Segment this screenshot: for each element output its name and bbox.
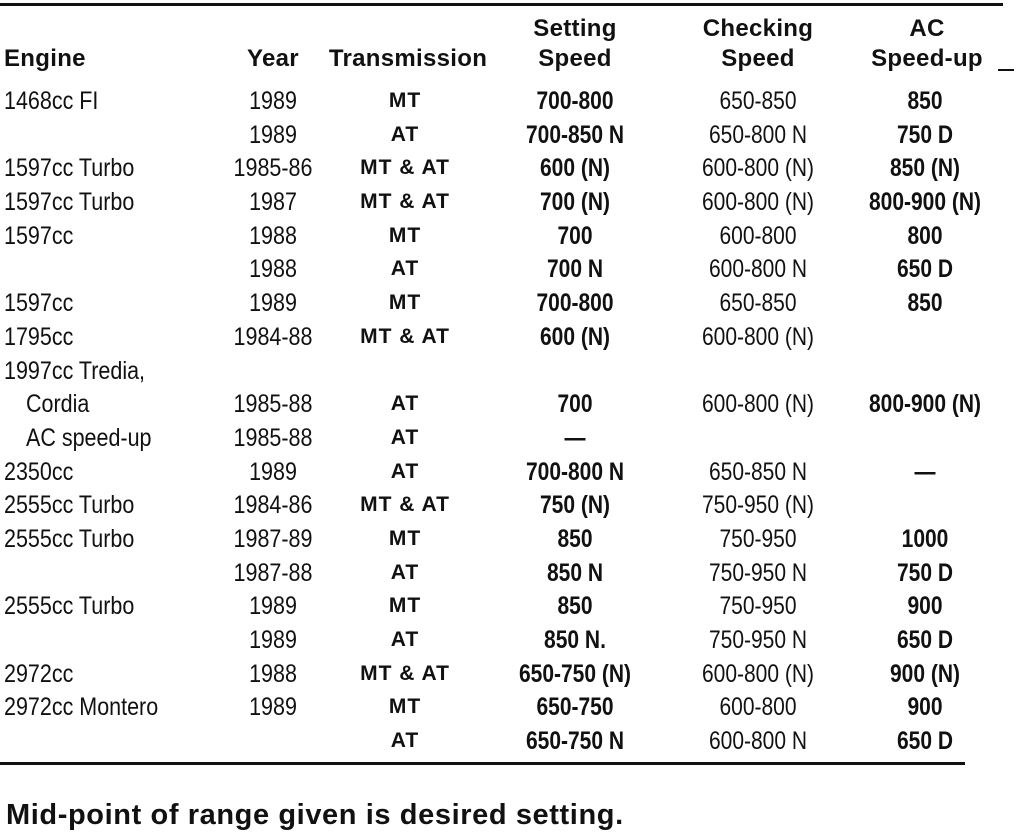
year-cell: 1989 <box>249 87 297 115</box>
footnote: Mid-point of range given is desired setting. <box>6 799 624 831</box>
year-cell: 1988 <box>249 659 297 688</box>
ac-speed-up-cell: 750 D <box>896 558 954 587</box>
ac-speed-up-cell: 900 (N) <box>889 659 961 688</box>
setting-speed-cell: 650-750 <box>536 693 614 722</box>
checking-speed-cell: 750-950 <box>719 592 797 621</box>
table-top-rule <box>0 3 1003 6</box>
engine-cell: Cordia <box>26 390 90 419</box>
year-cell: 1989 <box>249 626 297 654</box>
table-row <box>0 354 1024 388</box>
transmission-cell: AT <box>390 392 420 416</box>
table-row <box>0 219 1024 253</box>
setting-speed-cell: 700-800 <box>536 87 614 115</box>
table-row <box>0 286 1024 320</box>
engine-cell: 2972cc <box>4 659 74 688</box>
year-cell <box>226 724 321 758</box>
checking-speed-cell: 600-800 (N) <box>701 659 815 688</box>
year-cell: 1988 <box>249 255 297 284</box>
year-cell: 1987-88 <box>233 558 313 587</box>
table-row <box>0 185 1024 219</box>
transmission-cell: MT <box>388 594 422 618</box>
ac-speed-up-cell: 650 D <box>896 255 954 284</box>
checking-speed-cell: 650-850 N <box>708 457 808 486</box>
year-cell: 1985-88 <box>233 423 313 452</box>
ac-speed-up-cell: 750 D <box>896 120 954 149</box>
header-transmission <box>318 8 498 74</box>
transmission-cell <box>330 354 480 388</box>
table-row <box>0 455 1024 489</box>
transmission-cell: MT <box>388 223 422 247</box>
setting-speed-cell: 850 <box>557 592 593 621</box>
header-year <box>228 8 318 74</box>
ac-speed-up-cell: 800-900 (N) <box>868 390 982 419</box>
engine-cell <box>4 118 185 152</box>
engine-cell: 2555cc Turbo <box>4 524 135 553</box>
checking-speed-cell: 750-950 (N) <box>701 491 815 520</box>
setting-speed-cell: 850 N. <box>544 626 606 654</box>
ac-speed-up-cell: — <box>914 457 936 486</box>
table-row <box>0 657 1024 691</box>
table-row <box>0 118 1024 152</box>
setting-speed-cell: 850 <box>557 524 593 553</box>
transmission-cell: AT <box>390 729 420 753</box>
setting-speed-cell: 700 (N) <box>539 188 611 217</box>
checking-speed-cell: 600-800 (N) <box>701 322 815 351</box>
header-checking-speed-line-2: Speed <box>721 45 795 72</box>
table-row <box>0 690 1024 724</box>
engine-cell: 1597cc <box>4 289 74 318</box>
table-row <box>0 623 1024 657</box>
setting-speed-cell: — <box>564 423 586 452</box>
header-year-line-1: Year <box>247 45 299 72</box>
transmission-cell: AT <box>390 122 420 146</box>
header-setting-speed-line-2: Speed <box>538 45 612 72</box>
transmission-cell: AT <box>390 560 420 584</box>
year-cell: 1985-86 <box>233 154 313 183</box>
setting-speed-cell: 850 N <box>546 558 604 587</box>
year-cell <box>226 354 321 388</box>
engine-cell: 2350cc <box>4 457 74 486</box>
transmission-cell: MT & AT <box>360 493 450 517</box>
transmission-cell: AT <box>390 425 420 449</box>
engine-cell <box>4 556 185 590</box>
table-row <box>0 151 1024 185</box>
engine-cell: 1597cc <box>4 221 74 250</box>
transmission-cell: MT & AT <box>360 661 450 685</box>
ac-speed-up-cell: 1000 <box>901 524 949 553</box>
table-row <box>0 252 1024 286</box>
checking-speed-cell: 600-800 N <box>708 727 808 756</box>
ac-speed-up-cell: 900 <box>907 592 943 621</box>
year-cell: 1985-88 <box>233 390 313 419</box>
checking-speed-cell: 600-800 (N) <box>701 188 815 217</box>
ac-speed-up-cell <box>858 354 992 388</box>
ac-speed-up-cell <box>858 421 992 455</box>
setting-speed-cell: 600 (N) <box>539 322 611 351</box>
checking-speed-cell: 650-800 N <box>708 120 808 149</box>
ac-speed-up-cell <box>858 320 992 354</box>
header-setting-speed <box>500 8 650 74</box>
checking-speed-cell: 600-800 <box>719 693 797 722</box>
checking-speed-cell: 650-850 <box>719 289 797 318</box>
year-cell: 1989 <box>249 120 297 149</box>
transmission-cell: MT & AT <box>360 324 450 348</box>
table-row <box>0 488 1024 522</box>
ac-speed-up-cell: 900 <box>907 693 943 722</box>
table-bottom-rule <box>0 762 965 765</box>
checking-speed-cell: 600-800 (N) <box>701 390 815 419</box>
checking-speed-cell: 600-800 <box>719 221 797 250</box>
year-cell: 1989 <box>249 457 297 486</box>
year-cell: 1984-88 <box>233 322 313 351</box>
table-body <box>0 84 1024 758</box>
engine-cell <box>4 623 185 657</box>
transmission-cell: AT <box>390 459 420 483</box>
ac-speed-up-cell: 800-900 (N) <box>868 188 982 217</box>
engine-cell: 2972cc Montero <box>4 693 159 722</box>
header-ac-speed-up-line-1: AC <box>909 15 945 42</box>
checking-speed-cell: 750-950 N <box>708 626 808 654</box>
setting-speed-cell: 700 <box>557 390 593 419</box>
ac-speed-up-cell: 800 <box>907 221 943 250</box>
transmission-cell: MT <box>388 291 422 315</box>
table-row <box>0 84 1024 118</box>
ac-speed-up-cell: 850 <box>907 87 943 115</box>
checking-speed-cell: 750-950 N <box>708 558 808 587</box>
transmission-cell: MT & AT <box>360 156 450 180</box>
year-cell: 1989 <box>249 693 297 722</box>
setting-speed-cell: 750 (N) <box>539 491 611 520</box>
year-cell: 1984-86 <box>233 491 313 520</box>
engine-cell <box>4 724 185 758</box>
header-ac-speed-up-line-2: Speed-up <box>871 45 983 72</box>
header-checking-speed <box>672 8 844 74</box>
ac-speed-up-cell <box>858 488 992 522</box>
ac-speed-up-cell: 850 <box>907 289 943 318</box>
checking-speed-cell <box>682 354 833 388</box>
transmission-cell: MT <box>388 526 422 550</box>
setting-speed-cell: 700 N <box>546 255 604 284</box>
setting-speed-cell: 700-800 N <box>525 457 625 486</box>
table-row <box>0 724 1024 758</box>
engine-cell: 1597cc Turbo <box>4 188 135 217</box>
setting-speed-cell: 650-750 (N) <box>518 659 632 688</box>
setting-speed-cell: 600 (N) <box>539 154 611 183</box>
engine-cell: 1795cc <box>4 322 74 351</box>
setting-speed-cell: 700-800 <box>536 289 614 318</box>
ac-speed-up-cell: 850 (N) <box>889 154 961 183</box>
table-row <box>0 556 1024 590</box>
table-row <box>0 522 1024 556</box>
year-cell: 1987-89 <box>233 524 313 553</box>
header-engine <box>4 8 204 74</box>
year-cell: 1987 <box>249 188 297 217</box>
setting-speed-cell: 700 <box>557 221 593 250</box>
year-cell: 1989 <box>249 592 297 621</box>
checking-speed-cell: 600-800 (N) <box>701 154 815 183</box>
setting-speed-cell: 700-850 N <box>525 120 625 149</box>
header-transmission-line-1: Transmission <box>328 45 488 72</box>
transmission-cell: MT & AT <box>360 190 450 214</box>
header-ac-speed-up <box>852 8 1002 74</box>
table-row <box>0 589 1024 623</box>
header-checking-speed-line-1: Checking <box>702 15 814 42</box>
transmission-cell: MT <box>388 89 422 112</box>
year-cell: 1989 <box>249 289 297 318</box>
checking-speed-cell <box>682 421 833 455</box>
transmission-cell: MT <box>388 695 422 719</box>
checking-speed-cell: 650-850 <box>719 87 797 115</box>
ac-speed-up-cell: 650 D <box>896 626 954 654</box>
checking-speed-cell: 750-950 <box>719 524 797 553</box>
setting-speed-cell: 650-750 N <box>525 727 625 756</box>
transmission-cell: AT <box>390 628 420 651</box>
engine-cell: AC speed-up <box>26 423 152 452</box>
header-engine-line-1: Engine <box>4 45 86 72</box>
ac-speed-up-cell: 650 D <box>896 727 954 756</box>
year-cell: 1988 <box>249 221 297 250</box>
transmission-cell: AT <box>390 257 420 281</box>
engine-cell: 1468cc FI <box>4 87 99 115</box>
checking-speed-cell: 600-800 N <box>708 255 808 284</box>
engine-cell: 1597cc Turbo <box>4 154 135 183</box>
table-row <box>0 320 1024 354</box>
engine-cell: 2555cc Turbo <box>4 592 135 621</box>
engine-cell <box>4 252 185 286</box>
engine-cell: 1997cc Tredia, <box>4 356 146 385</box>
table-row <box>0 421 1024 455</box>
setting-speed-cell <box>504 354 647 388</box>
header-setting-speed-line-1: Setting <box>533 15 617 42</box>
engine-cell: 2555cc Turbo <box>4 491 135 520</box>
table-row <box>0 387 1024 421</box>
